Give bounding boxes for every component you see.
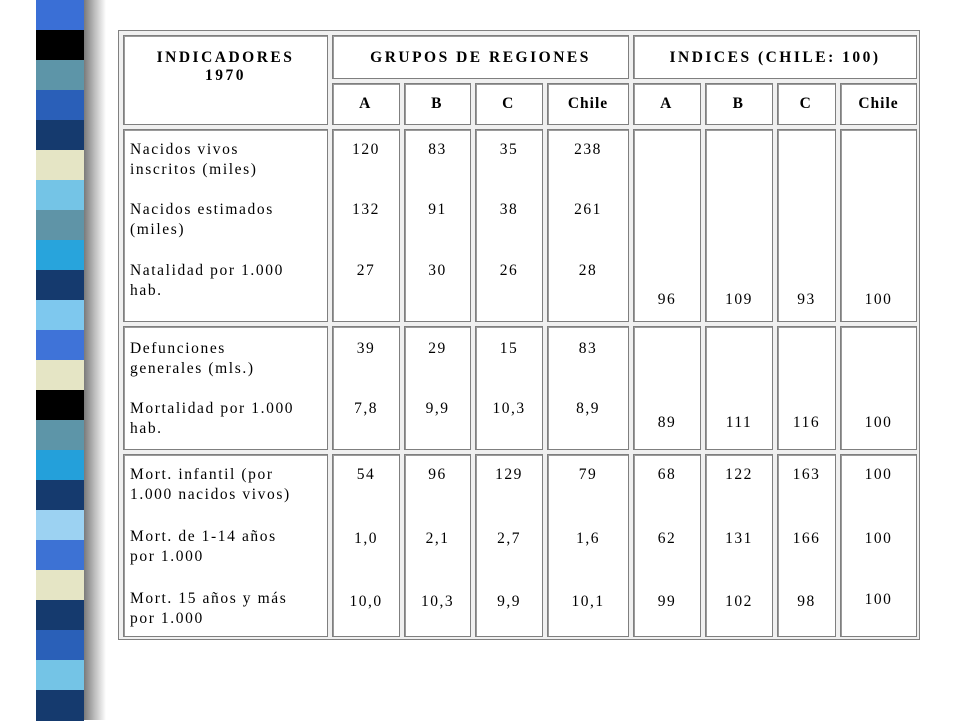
strip-segment xyxy=(36,420,84,451)
value-cell: 27 xyxy=(356,262,376,279)
col-label: B xyxy=(431,95,444,112)
strip-segment xyxy=(36,600,84,631)
strip-segment xyxy=(36,300,84,331)
value-cell: 10,1 xyxy=(571,593,605,610)
value-cell: 28 xyxy=(578,262,598,279)
value-cell: 120 xyxy=(352,141,380,158)
strip-segment xyxy=(36,570,84,601)
section-natalidad-col-c xyxy=(475,129,543,322)
section-mortalidad-idx-c xyxy=(777,326,836,450)
label-nacidos-vivos: Nacidos vivos inscritos (miles) xyxy=(130,141,258,178)
label-mort-1-14: Mort. de 1-14 años por 1.000 xyxy=(130,528,277,565)
label-mort-infantil: Mort. infantil (por 1.000 nacidos vivos) xyxy=(130,466,291,503)
value-cell: 8,9 xyxy=(576,400,600,417)
strip-segment xyxy=(36,180,84,211)
strip-segment xyxy=(36,270,84,301)
section-natalidad-col-b xyxy=(404,129,471,322)
header-indicadores-title: INDICADORES xyxy=(156,49,295,66)
value-cell: 83 xyxy=(578,340,598,357)
value-cell: 83 xyxy=(428,141,447,158)
header-indicadores xyxy=(123,35,328,125)
section-mortalidad-idx-a xyxy=(633,326,701,450)
header-grupos-col-b xyxy=(404,83,471,125)
value-cell: 35 xyxy=(499,141,519,158)
strip-segment xyxy=(36,660,84,691)
strip-segment xyxy=(36,690,84,721)
value-cell: 10,3 xyxy=(492,400,526,417)
index-cell: 109 xyxy=(725,291,753,308)
section-mort-especifica-idx-a xyxy=(633,454,701,637)
value-cell: 79 xyxy=(578,466,598,483)
value-cell: 2,1 xyxy=(425,530,450,547)
strip-segment xyxy=(36,120,84,151)
strip-segment xyxy=(36,360,84,391)
index-cell: 98 xyxy=(797,593,816,610)
value-cell: 91 xyxy=(428,201,447,218)
strip-segment xyxy=(36,540,84,571)
index-cell: 163 xyxy=(792,466,821,483)
strip-segment xyxy=(36,510,84,541)
section-natalidad-idx-c xyxy=(777,129,836,322)
section-mortalidad-col-c xyxy=(475,326,543,450)
index-cell: 89 xyxy=(657,414,677,431)
header-indices-col-c xyxy=(777,83,836,125)
value-cell: 38 xyxy=(499,201,519,218)
section-natalidad-idx-a xyxy=(633,129,701,322)
label-nacidos-estimados: Nacidos estimados (miles) xyxy=(130,201,274,238)
section-mort-especifica-idx-b xyxy=(705,454,773,637)
section-mortalidad-labels xyxy=(123,326,328,450)
strip-segment xyxy=(36,330,84,361)
label-natalidad: Natalidad por 1.000 hab. xyxy=(130,262,284,299)
strip-segment xyxy=(36,240,84,271)
index-cell: 100 xyxy=(864,466,893,483)
strip-segment xyxy=(36,450,84,481)
value-cell: 54 xyxy=(356,466,376,483)
header-grupos-col-a xyxy=(332,83,400,125)
index-cell: 100 xyxy=(864,591,893,608)
col-label: Chile xyxy=(858,95,899,112)
index-cell: 99 xyxy=(657,593,677,610)
col-label: A xyxy=(359,95,373,112)
section-natalidad-col-a xyxy=(332,129,400,322)
indicators-table xyxy=(118,30,920,640)
label-defunciones: Defunciones generales (mls.) xyxy=(130,340,255,377)
value-cell: 29 xyxy=(428,340,447,357)
section-natalidad-idx-chile xyxy=(840,129,917,322)
strip-segment xyxy=(36,210,84,241)
value-cell: 10,0 xyxy=(349,593,383,610)
section-mortalidad-idx-b xyxy=(705,326,773,450)
value-cell: 238 xyxy=(574,141,602,158)
value-cell: 10,3 xyxy=(420,593,455,610)
section-mort-especifica-col-c xyxy=(475,454,543,637)
section-natalidad-labels xyxy=(123,129,328,322)
header-indices-col-b xyxy=(705,83,773,125)
section-mort-especifica-col-a xyxy=(332,454,400,637)
decorative-strip xyxy=(36,0,84,720)
section-mortalidad-idx-chile xyxy=(840,326,917,450)
value-cell: 1,0 xyxy=(354,530,378,547)
value-cell: 15 xyxy=(499,340,519,357)
section-mortalidad-col-chile xyxy=(547,326,629,450)
strip-segment xyxy=(36,390,84,421)
index-cell: 111 xyxy=(725,414,753,431)
col-label: B xyxy=(732,95,746,112)
value-cell: 261 xyxy=(574,201,602,218)
index-cell: 93 xyxy=(797,291,816,308)
header-indices xyxy=(633,35,917,79)
index-cell: 122 xyxy=(725,466,753,483)
strip-segment xyxy=(36,90,84,121)
section-mort-especifica-idx-c xyxy=(777,454,836,637)
col-label: C xyxy=(502,95,516,112)
section-natalidad-idx-b xyxy=(705,129,773,322)
value-cell: 9,9 xyxy=(425,400,450,417)
section-mortalidad-col-a xyxy=(332,326,400,450)
index-cell: 166 xyxy=(792,530,821,547)
strip-segment xyxy=(36,60,84,91)
index-cell: 100 xyxy=(864,414,893,431)
strip-segment xyxy=(36,30,84,61)
value-cell: 129 xyxy=(495,466,523,483)
section-mort-especifica-idx-chile xyxy=(840,454,917,637)
value-cell: 1,6 xyxy=(576,530,600,547)
strip-segment xyxy=(36,0,84,31)
value-cell: 7,8 xyxy=(354,400,378,417)
header-grupos-col-chile xyxy=(547,83,629,125)
index-cell: 131 xyxy=(725,530,753,547)
index-cell: 68 xyxy=(657,466,677,483)
value-cell: 2,7 xyxy=(497,530,521,547)
header-grupos-label: GRUPOS DE REGIONES xyxy=(370,49,591,66)
header-indices-col-a xyxy=(633,83,701,125)
section-natalidad-col-chile xyxy=(547,129,629,322)
index-cell: 102 xyxy=(725,593,753,610)
strip-segment xyxy=(36,480,84,511)
header-indicadores-year: 1970 xyxy=(205,67,246,84)
value-cell: 132 xyxy=(352,201,380,218)
index-cell: 100 xyxy=(864,291,893,308)
section-mort-especifica-col-b xyxy=(404,454,471,637)
header-grupos-col-c xyxy=(475,83,543,125)
index-cell: 62 xyxy=(657,530,677,547)
header-grupos-de-regiones xyxy=(332,35,629,79)
col-label: A xyxy=(660,95,674,112)
index-cell: 116 xyxy=(792,414,821,431)
strip-segment xyxy=(36,630,84,661)
index-cell: 100 xyxy=(864,530,893,547)
strip-shadow xyxy=(84,0,106,720)
value-cell: 26 xyxy=(499,262,519,279)
header-indices-label: INDICES (CHILE: 100) xyxy=(669,49,881,66)
section-mort-especifica-labels xyxy=(123,454,328,637)
value-cell: 96 xyxy=(428,466,447,483)
col-label: Chile xyxy=(567,95,609,112)
value-cell: 30 xyxy=(428,262,447,279)
strip-segment xyxy=(36,150,84,181)
section-mort-especifica-col-chile xyxy=(547,454,629,637)
index-cell: 96 xyxy=(657,291,677,308)
value-cell: 9,9 xyxy=(497,593,521,610)
value-cell: 39 xyxy=(356,340,376,357)
label-mortalidad: Mortalidad por 1.000 hab. xyxy=(130,400,295,437)
header-indices-col-chile xyxy=(840,83,917,125)
col-label: C xyxy=(799,95,814,112)
section-mortalidad-col-b xyxy=(404,326,471,450)
label-mort-15-mas: Mort. 15 años y más por 1.000 xyxy=(130,590,288,627)
